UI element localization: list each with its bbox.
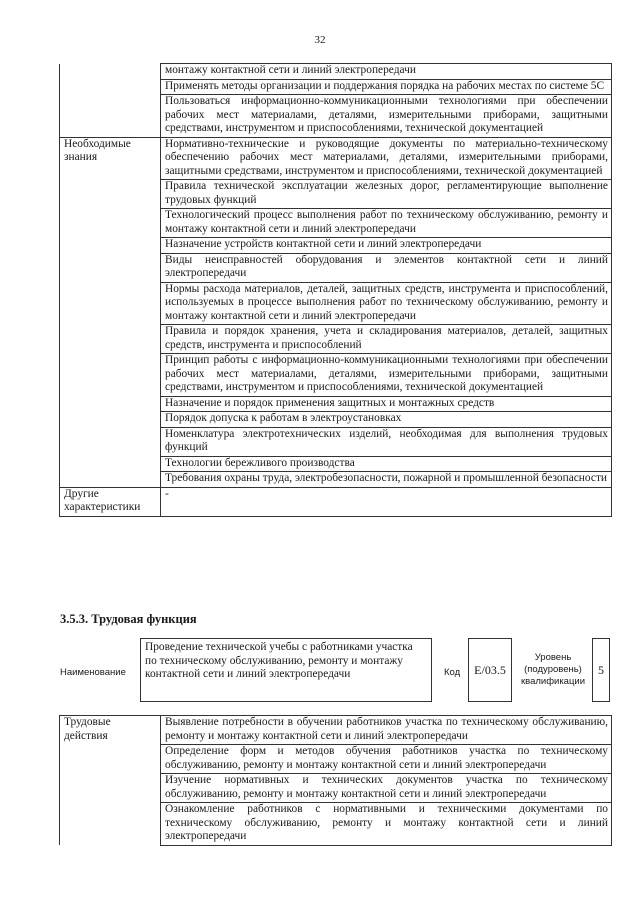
level-label: Уровень (подуровень) квалификации	[520, 652, 586, 687]
page-number: 32	[314, 34, 326, 46]
action-item: Выявление потребности в обучении работников участка по техническому обслуживанию, ремонту и монтажу контактной сети и линий электропередачи	[161, 716, 612, 745]
knowledge-item: Назначение и порядок применения защитных и монтажных средств	[161, 396, 612, 412]
competency-table	[59, 63, 612, 517]
knowledge-item: Технологический процесс выполнения работ по техническому обслуживанию, ремонту и монтажу контактной сети и линий электропередачи	[161, 209, 612, 238]
skills-label-continued	[60, 64, 161, 138]
other-characteristics-value: -	[161, 487, 612, 516]
action-item: Ознакомление работников с нормативными и техническими документами по техническому обслуживанию, ремонту и монтажу контактной сети и линий электропередачи	[161, 803, 612, 846]
level-value: 5	[592, 638, 610, 702]
code-label: Код	[444, 667, 461, 678]
knowledge-item: Нормы расхода материалов, деталей, защитных средств, инструмента и приспособлений, используемых в процессе выполнения работ по техническому обслуживанию, ремонту и монтажу контактной сети и линий электропередачи	[161, 282, 612, 325]
knowledge-item: Порядок допуска к работам в электроустановках	[161, 412, 612, 428]
skill-item: Пользоваться информационно-коммуникационными технологиями при обеспечении рабочих мест материалами, деталями, измерительными приборами, защитными средствами, инструментом и приспособлениями, технической документацией	[161, 95, 612, 138]
knowledge-label: Необходимые знания	[60, 137, 161, 487]
table-row	[60, 487, 612, 516]
other-characteristics-label: Другие характеристики	[60, 487, 161, 516]
knowledge-item: Требования охраны труда, электробезопасности, пожарной и промышленной безопасности	[161, 472, 612, 488]
name-label: Наименование	[60, 667, 126, 678]
code-value: E/03.5	[468, 638, 512, 702]
knowledge-item: Правила и порядок хранения, учета и складирования материалов, деталей, защитных средств, инструмента и приспособлений	[161, 325, 612, 354]
action-item: Изучение нормативных и технических документов участка по техническому обслуживанию, ремонту и монтажу контактной сети и линий электропередачи	[161, 774, 612, 803]
knowledge-item: Номенклатура электротехнических изделий, необходимая для выполнения трудовых функций	[161, 427, 612, 456]
knowledge-item: Правила технической эксплуатации железных дорог, регламентирующие выполнение трудовых функций	[161, 180, 612, 209]
knowledge-item: Назначение устройств контактной сети и линий электропередачи	[161, 238, 612, 254]
knowledge-item: Виды неисправностей оборудования и элементов контактной сети и линий электропередачи	[161, 253, 612, 282]
skill-item: Применять методы организации и поддержания порядка на рабочих местах по системе 5С	[161, 79, 612, 95]
action-item: Определение форм и методов обучения работников участка по техническому обслуживанию, ремонту и монтажу контактной сети и линий электропередачи	[161, 745, 612, 774]
knowledge-item: Принцип работы с информационно-коммуникационными технологиями при обеспечении рабочих мест материалами, деталями, измерительными приборами, защитными средствами, инструментом и приспособлениями, технической документацией	[161, 354, 612, 397]
knowledge-item: Нормативно-технические и руководящие документы по материально-техническому обеспечению рабочих мест материалами, деталями, измерительными приборами, защитными средствами, инструментом и приспособлениями, технической документацией	[161, 137, 612, 180]
section-title: 3.5.3. Трудовая функция	[60, 612, 197, 626]
skill-item: монтажу контактной сети и линий электропередачи	[161, 64, 612, 80]
table-row	[60, 64, 612, 80]
name-value: Проведение технической учебы с работниками участка по техническому обслуживанию, ремонту и монтажу контактной сети и линий электропередачи	[140, 638, 432, 702]
knowledge-item: Технологии бережливого производства	[161, 456, 612, 472]
table-row	[60, 137, 612, 180]
table-row	[60, 716, 612, 745]
actions-table	[59, 715, 612, 846]
actions-label: Трудовые действия	[60, 716, 161, 846]
